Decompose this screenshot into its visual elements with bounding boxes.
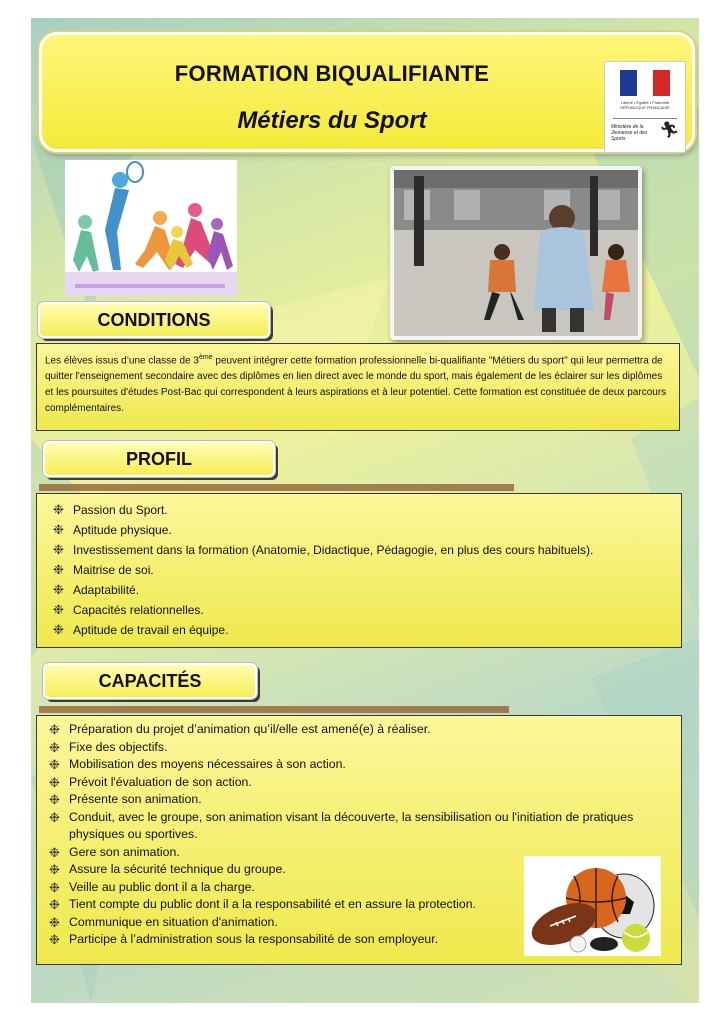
capacite-item	[47, 756, 657, 774]
logo-divider	[613, 118, 677, 119]
bullet-icon: ❉	[53, 502, 64, 517]
children-playing-photo	[390, 166, 642, 340]
capacite-item-text: Prévoit l'évaluation de son action.	[69, 774, 252, 789]
profil-item-text: Capacités relationnelles.	[73, 603, 204, 617]
profil-shadow-bar	[39, 484, 514, 491]
runner-icon: 🏃︎	[659, 122, 680, 139]
conditions-text-start: Les élèves issus d’une classe de 3	[45, 355, 199, 367]
capacites-heading-label: CAPACITÉS	[98, 671, 202, 691]
capacite-item-text: Assure la sécurité technique du groupe.	[69, 862, 286, 876]
profil-item-text: Passion du Sport.	[73, 503, 168, 517]
profil-item	[51, 520, 671, 540]
capacite-item-text: Gere son animation.	[69, 844, 180, 859]
profil-heading	[43, 441, 275, 477]
bullet-icon: ❉	[49, 897, 60, 912]
capacite-item-text: Veille au public dont il a la charge.	[69, 879, 255, 894]
capacite-item-text: Mobilisation des moyens nécessaires à son action.	[69, 757, 346, 771]
page-title: FORMATION BIQUALIFIANTE	[174, 61, 490, 86]
profil-item	[51, 560, 671, 580]
capacite-item	[47, 791, 657, 809]
conditions-panel	[36, 343, 680, 431]
capacite-item-text: Préparation du projet d’animation qu’il/elle est amené(e) à réaliser.	[69, 722, 431, 736]
title-banner	[39, 32, 695, 152]
sports-balls-image	[524, 856, 661, 956]
capacite-item	[47, 721, 657, 739]
bullet-icon: ❉	[49, 722, 60, 737]
profil-item	[51, 540, 671, 560]
sports-silhouettes-image	[65, 160, 237, 296]
capacite-item-text: Tient compte du public dont il a la responsabilité et en assure la protection.	[69, 897, 476, 911]
profil-item-text: Adaptabilité.	[73, 583, 140, 597]
profil-item	[51, 500, 671, 520]
conditions-text	[45, 350, 670, 417]
bullet-icon: ❉	[53, 542, 64, 557]
logo-ministry-text: Ministère de la Jeunesse et des Sports	[611, 124, 648, 142]
profil-item	[51, 620, 671, 640]
conditions-superscript: ème	[198, 354, 213, 361]
conditions-heading-label: CONDITIONS	[97, 310, 211, 330]
profil-item	[51, 580, 671, 600]
profil-item-text: Aptitude physique.	[73, 523, 172, 537]
bullet-icon: ❉	[49, 809, 60, 825]
capacite-item-text: Présente son animation.	[69, 792, 202, 806]
logo-republic-text: Liberté • Égalité • Fraternité RÉPUBLIQUE FRANÇAISE	[620, 100, 670, 110]
bullet-icon: ❉	[53, 522, 64, 537]
bullet-icon: ❉	[49, 739, 60, 755]
capacite-item	[47, 739, 657, 757]
bullet-icon: ❉	[49, 932, 60, 947]
bullet-icon: ❉	[53, 562, 64, 577]
capacite-item	[47, 809, 657, 844]
capacite-item-text: Communique en situation d'animation.	[69, 914, 278, 929]
profil-item-text: Investissement dans la formation (Anatomie, Didactique, Pédagogie, en plus des cours habituels).	[73, 543, 594, 557]
profil-item-text: Aptitude de travail en équipe.	[73, 623, 229, 637]
bullet-icon: ❉	[49, 914, 60, 930]
capacites-heading	[43, 663, 257, 699]
capacite-item-text: Conduit, avec le groupe, son animation visant la découverte, la sensibilisation ou l'initiation de pratiques physiques ou sportives.	[69, 809, 634, 841]
bullet-icon: ❉	[49, 862, 60, 877]
french-flag-icon	[620, 70, 670, 96]
ministry-logo	[604, 61, 686, 153]
bullet-icon: ❉	[49, 879, 60, 895]
poster-page	[31, 18, 699, 1003]
bullet-icon: ❉	[53, 602, 64, 617]
bullet-icon: ❉	[53, 622, 64, 637]
capacite-item-text: Fixe des objectifs.	[69, 739, 168, 754]
page-subtitle: Métiers du Sport	[237, 107, 427, 134]
bullet-icon: ❉	[49, 792, 60, 807]
bullet-icon: ❉	[49, 774, 60, 790]
conditions-heading	[38, 302, 270, 338]
capacite-item	[47, 774, 657, 792]
profil-heading-label: PROFIL	[126, 449, 192, 469]
capacite-item-text: Participe à l’administration sous la responsabilité de son employeur.	[69, 932, 439, 946]
profil-item-text: Maitrise de soi.	[73, 563, 154, 577]
capacites-shadow-bar	[39, 706, 509, 713]
bullet-icon: ❉	[53, 582, 64, 597]
conditions-text-end: peuvent intégrer cette formation professionnelle bi-qualifiante "Métiers du sport" qui leur permettra de quitter l'enseignement secondaire avec des diplômes en lien direct avec le monde du sport, mais également de les éclairer sur les diplômes et les poursuites d'études Post-Bac qui correspondent à leurs aspirations et à leur potentiel. Cette formation est constituée de deux parcours complémentaires.	[45, 355, 667, 415]
bullet-icon: ❉	[49, 844, 60, 860]
profil-item	[51, 600, 671, 620]
profil-list	[51, 500, 671, 640]
bullet-icon: ❉	[49, 757, 60, 772]
profil-panel	[36, 493, 682, 648]
